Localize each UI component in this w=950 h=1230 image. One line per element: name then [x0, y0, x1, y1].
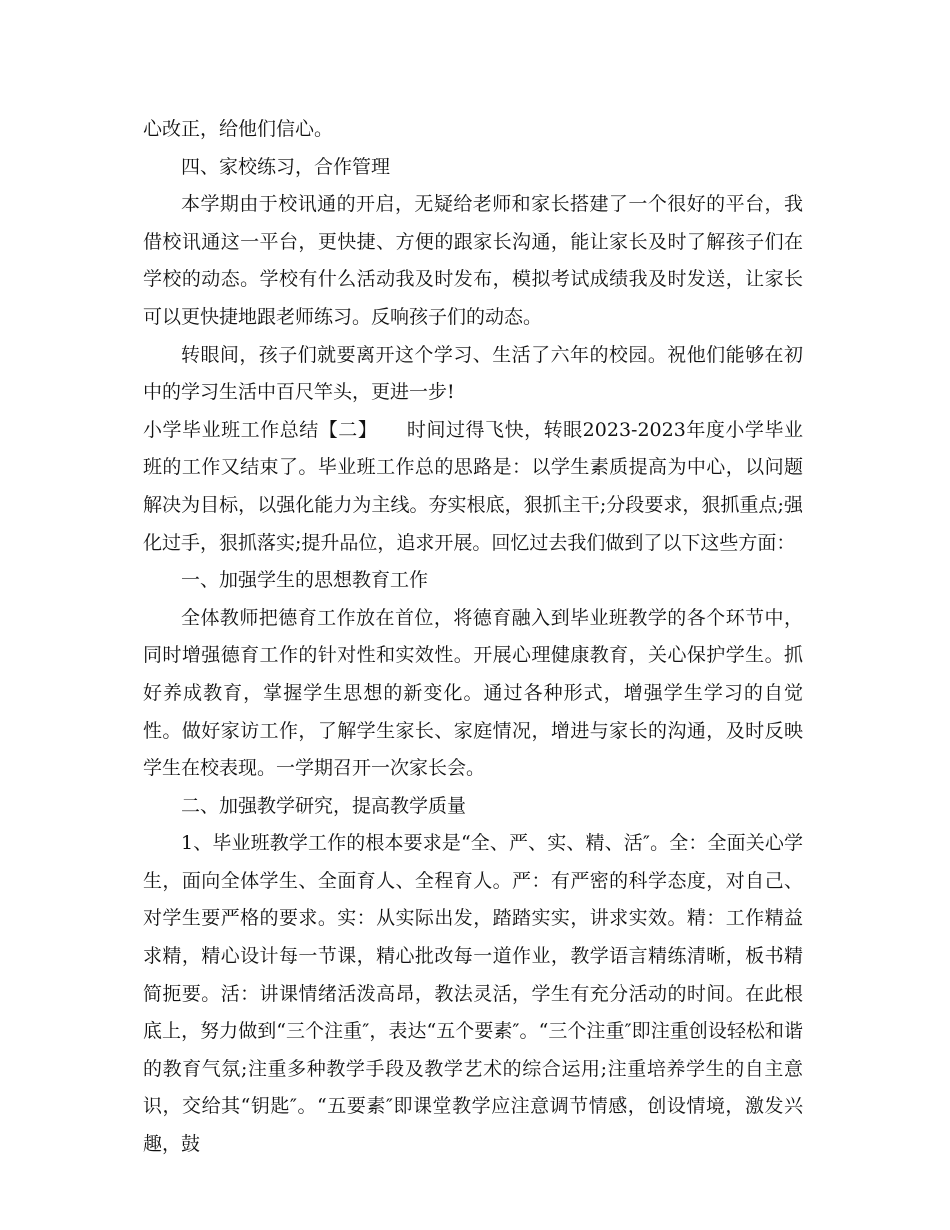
document-body	[143, 111, 803, 1164]
paragraph-continuation: 心改正，给他们信心。	[143, 118, 334, 140]
paragraph-farewell: 转眼间，孩子们就要离开这个学习、生活了六年的校园。祝他们能够在初中的学习生活中百尺竿头，更进一步!	[143, 343, 803, 404]
section-heading-moral-education: 一、加强学生的思想教育工作	[181, 569, 429, 592]
paragraph-teaching-requirements: 1、毕业班教学工作的根本要求是“全、严、实、精、活″。全：全面关心学生，面向全体学生、全面育人、全程育人。严：有严密的科学态度，对自己、对学生要严格的要求。实：从实际出发，踏踏实实，讲求实效。精：工作精益求精，精心设计每一节课，精心批改每一道作业，教学语言精练清晰，板书精简扼要。活：讲课情绪活泼高昂，教法灵活，学生有充分活动的时间。在此根底上，努力做到“三个注重″，表达“五个要素″。“三个注重″即注重创设轻松和谐的教育气氛;注重多种教学手段及教学艺术的综合运用;注重培养学生的自主意识，交给其“钥匙″。“五要素″即课堂教学应注意调节情感，创设情境，激发兴趣，鼓	[143, 832, 803, 1156]
section-heading-home-school: 四、家校练习，合作管理	[181, 155, 391, 178]
paragraph-summary-two-intro: 小学毕业班工作总结【二】 时间过得飞快，转眼2023-2023年度小学毕业班的工作又结束了。毕业班工作总的思路是：以学生素质提高为中心，以问题解决为目标，以强化能力为主线。夯实根底，狠抓主干;分段要求，狠抓重点;强化过手，狠抓落实;提升品位，追求开展。回忆过去我们做到了以下这些方面：	[143, 418, 803, 554]
paragraph-moral-education: 全体教师把德育工作放在首位，将德育融入到毕业班教学的各个环节中，同时增强德育工作的针对性和实效性。开展心理健康教育，关心保护学生。抓好养成教育，掌握学生思想的新变化。通过各种形式，增强学生学习的自觉性。做好家访工作，了解学生家长、家庭情况，增进与家长的沟通，及时反映学生在校表现。一学期召开一次家长会。	[143, 606, 803, 780]
paragraph-xiaoxuntong: 本学期由于校讯通的开启，无疑给老师和家长搭建了一个很好的平台，我借校讯通这一平台，更快捷、方便的跟家长沟通，能让家长及时了解孩子们在学校的动态。学校有什么活动我及时发布，模拟考试成绩我及时发送，让家长可以更快捷地跟老师练习。反响孩子们的动态。	[143, 193, 803, 328]
section-heading-teaching-research: 二、加强教学研究，提高教学质量	[181, 794, 467, 817]
